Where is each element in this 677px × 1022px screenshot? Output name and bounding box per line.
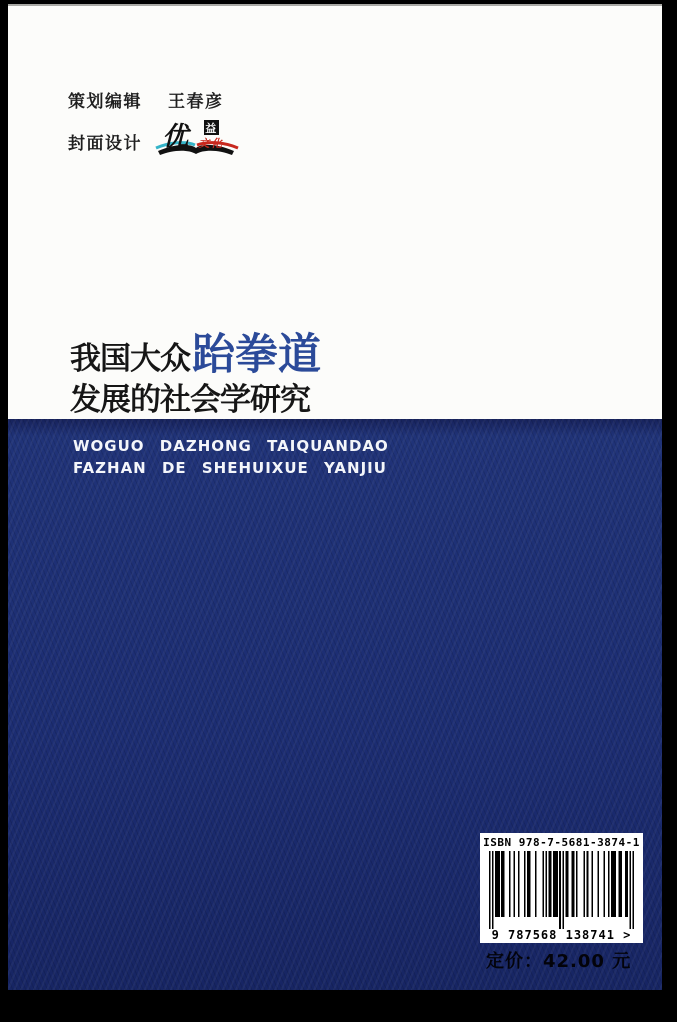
price-label: 定价：42.00 元: [486, 951, 632, 972]
design-studio-logo-icon: [154, 118, 240, 164]
title-line1-accent: 跆拳道: [192, 330, 321, 380]
planning-editor-label: 策划编辑: [68, 92, 142, 112]
cover-design-row: [68, 118, 240, 164]
isbn-number: ISBN 978-7-5681-3874-1: [483, 836, 640, 849]
title-line1-prefix: 我国大众: [70, 341, 190, 377]
pinyin-line1: WOGUO DAZHONG TAIQUANDAO: [73, 437, 389, 455]
logo-script-text: 文化: [198, 137, 224, 150]
blue-band: [8, 419, 662, 990]
book-back-cover: [8, 4, 662, 988]
planning-editor-row: [68, 87, 224, 112]
cover-design-label: 封面设计: [68, 133, 142, 154]
pinyin-line2: FAZHAN DE SHEHUIXUE YANJIU: [73, 459, 387, 477]
logo-main-char: 优: [162, 122, 190, 152]
pinyin-title: [73, 435, 389, 479]
barcode-digits: 9 787568 138741 >: [491, 928, 632, 942]
title-line2: 发展的社会学研究: [70, 382, 310, 418]
planning-editor-name: 王春彦: [168, 92, 224, 112]
logo-seal-char: 益: [205, 122, 218, 135]
book-title: [70, 330, 321, 418]
title-line1: [70, 330, 321, 381]
isbn-barcode: [480, 833, 643, 943]
barcode-bars-icon: [489, 851, 634, 929]
